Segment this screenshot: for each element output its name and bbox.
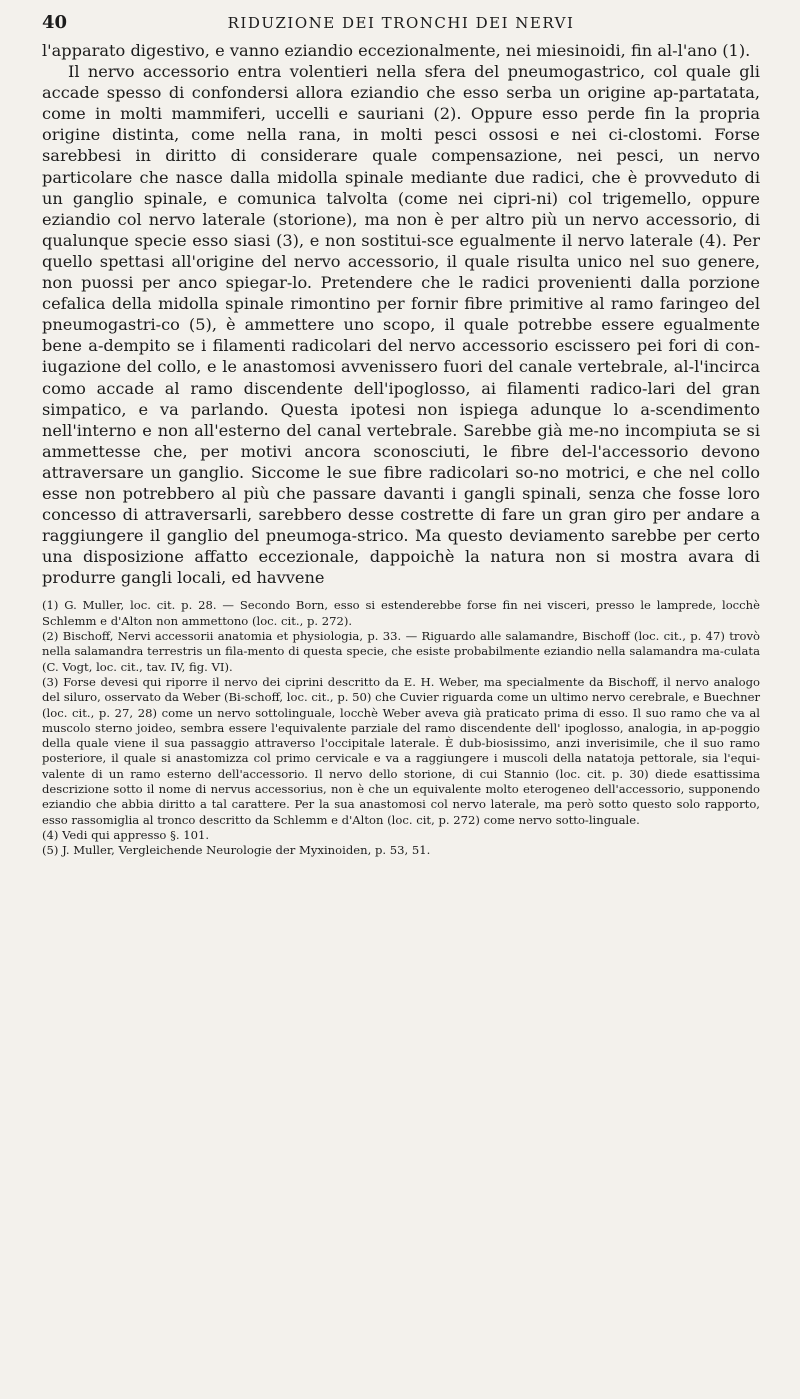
footnote-4: (4) Vedi qui appresso §. 101. — [42, 827, 210, 842]
page-header — [42, 10, 760, 38]
footnote-5: (5) J. Muller, Vergleichende Neurologie der Myxinoiden, p. 53, 51. — [42, 843, 431, 858]
footnote-2: (2) Bischoff, Nervi accessorii anatomia et physiologia, p. 33. — Riguardo alle salamandre, Bischoff (loc. cit., p. 47) trovò nella salamandra terrestris un fila-mento di questa specie, che esiste probabilmente eziandio nella salamandra ma-culata (C. Vogt, loc. cit., tav. IV, fig. VI). — [42, 629, 760, 674]
main-text — [42, 40, 760, 588]
paragraph-continued: l'apparato digestivo, e vanno eziandio eccezionalmente, nei miesinoidi, fin al-l'ano (1). — [42, 41, 751, 60]
running-head: RIDUZIONE DEI TRONCHI DEI NERVI — [227, 14, 575, 32]
footnote-3: (3) Forse devesi qui riporre il nervo dei ciprini descritto da E. H. Weber, ma specialmente da Bischoff, il nervo analogo del siluro, osservato da Weber (Bi-schoff, loc. cit., p. 50) che Cuvier riguarda come un ultimo nervo cerebrale, e Buechner (loc. cit., p. 27, 28) come un nervo sottolinguale, locchè Weber aveva già praticato prima di esso. Il suo ramo che va al muscolo sterno joideo, sembra essere l'equivalente parziale del ramo discendente dell' ipoglosso, analogia, in ap-poggio della quale viene il sua passaggio attraverso l'occipitale laterale. È dub-biosissimo, anzi inverisimile, che il suo ramo posteriore, il quale si anastomizza col primo cervicale e va a raggiungere i muscoli della natatoja pettorale, sia l'equi-valente di un ramo esterno dell'accessorio. Il nervo dello storione, di cui Stannio (loc. cit. p. 30) diede esattissima descrizione sotto il nome di nervus accessorius, non è che un equivalente molto eterogeneo dell'accessorio, supponendo eziandio che abbia diritto a tal carattere. Per la sua anastomosi col nervo laterale, ma però sotto questo solo rapporto, esso rassomiglia al tronco descritto da Schlemm e d'Alton (loc. cit, p. 272) come nervo sotto-linguale. — [42, 674, 760, 827]
footnote-1: (1) G. Muller, loc. cit. p. 28. — Secondo Born, esso si estenderebbe forse fin nei visceri, presso le lamprede, locchè Schlemm e d'Alton non ammettono (loc. cit., p. 272). — [42, 598, 760, 628]
footnotes — [42, 598, 760, 858]
page-number: 40 — [42, 12, 68, 33]
paragraph-accessory-nerve: Il nervo accessorio entra volentieri nella sfera del pneumogastrico, col quale gli accade spesso di confondersi allora eziandio che esso serba un origine ap-partatata, come in molti mammiferi, uccelli e sauriani (2). Oppure esso perde fin la propria origine distinta, come nella rana, in molti pesci ossosi e nei ci-clostomi. Forse sarebbesi in diritto di considerare quale compensazione, nei pesci, un nervo particolare che nasce dalla midolla spinale mediante due radici, che è provveduto di un ganglio spinale, e comunica talvolta (come nei cipri-ni) col trigemello, oppure eziandio col nervo laterale (storione), ma non è per altro più un nervo accessorio, di qualunque specie esso siasi (3), e non sostitui-sce egualmente il nervo laterale (4). Per quello spettasi all'origine del nervo accessorio, il quale risulta unico nel suo genere, non puossi per anco spiegar-lo. Pretendere che le radici provenienti dalla porzione cefalica della midolla spinale rimontino per fornir fibre primitive al ramo faringeo del pneumogastri-co (5), è ammettere uno scopo, il quale potrebbe essere egualmente bene a-dempito se i filamenti radicolari del nervo accessorio escissero pei fori di con-iugazione del collo, e le anastomosi avvenissero fuori del canale vertebrale, al-l'incirca como accade al ramo discendente dell'ipoglosso, ai filamenti radico-lari del gran simpatico, e va parlando. Questa ipotesi non ispiega adunque lo a-scendimento nell'interno e non all'esterno del canal vertebrale. Sarebbe già me-no incompiuta se si ammettesse che, per motivi ancora sconosciuti, le fibre del-l'accessorio devono attraversare un ganglio. Siccome le sue fibre radicolari so-no motrici, e che nel collo esse non potrebbero al più che passare davanti i gangli spinali, senza che fosse loro concesso di attraversarli, sarebbero desse costrette di fare un gran giro per andare a raggiungere il ganglio del pneumoga-strico. Ma questo deviamento sarebbe per certo una disposizione affatto eccezionale, dappoichè la natura non si mostra avara di produrre gangli locali, ed havvene — [42, 62, 760, 588]
